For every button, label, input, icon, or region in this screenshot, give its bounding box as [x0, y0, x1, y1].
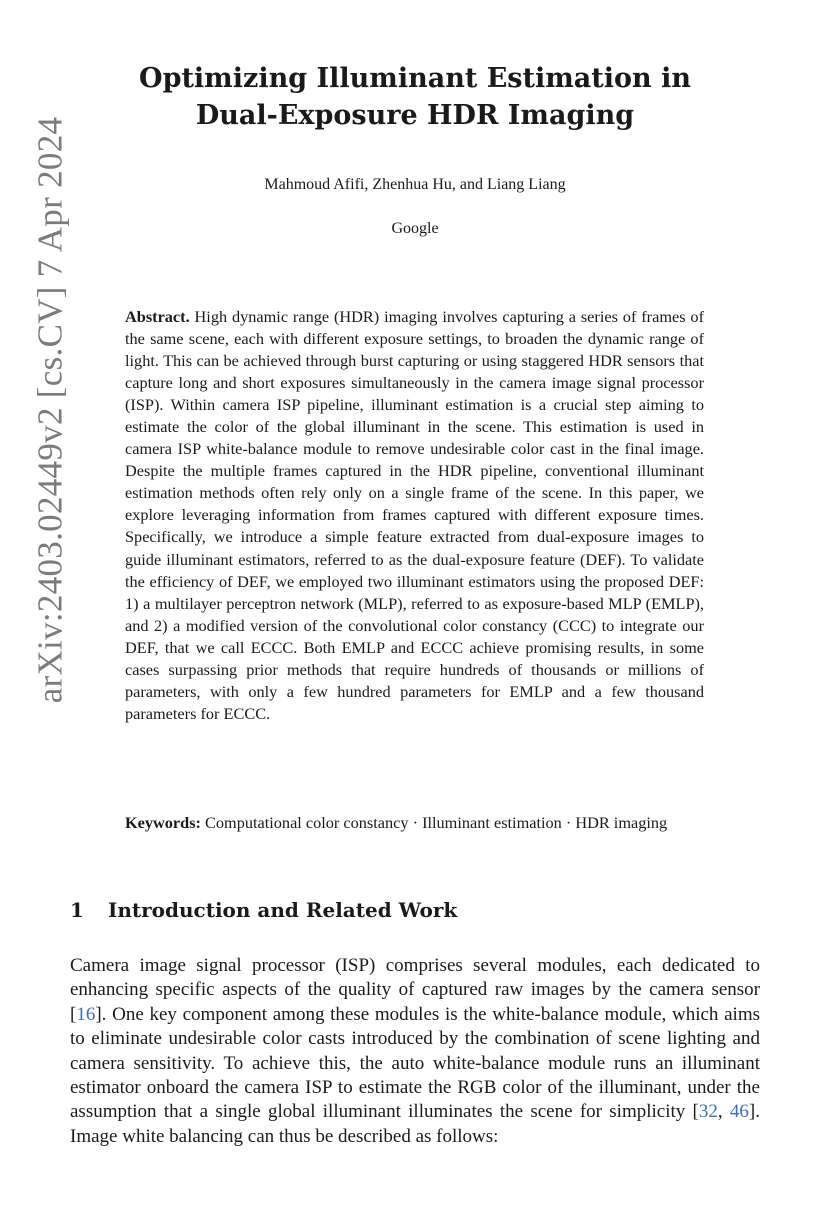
intro-text-1: Camera image signal processor (ISP) comprises several modules, each dedicated to enhancing specific aspects of the quality of captured raw images by the camera sensor [ [70, 955, 760, 1025]
abstract-label: Abstract. [125, 307, 190, 326]
section-heading [70, 898, 760, 922]
author-list: Mahmoud Afifi, Zhenhua Hu, and Liang Liang [264, 176, 566, 193]
affiliation: Google [391, 220, 439, 237]
citation-separator: , [717, 1101, 730, 1123]
arxiv-side-stamp [28, 60, 72, 760]
paper-title [120, 60, 710, 134]
section-title: Introduction and Related Work [108, 898, 458, 922]
citation-link[interactable]: 32 [698, 1101, 718, 1123]
title-line-2: Dual-Exposure HDR Imaging [195, 100, 635, 131]
citation-link[interactable]: 46 [729, 1101, 749, 1123]
keywords-list: Computational color constancy · Illuminant estimation · HDR imaging [205, 813, 668, 832]
section-number: 1 [70, 898, 84, 922]
arxiv-identifier: arXiv:2403.02449v2 [cs.CV] 7 Apr 2024 [30, 116, 70, 704]
intro-text-3: ]. Image white balancing can thus be described as follows: [70, 1101, 760, 1147]
intro-text-2: ]. One key component among these modules is the white-balance module, which aims to eliminate undesirable color casts introduced by the combination of scene lighting and camera sensitivity. To achieve this, the auto white-balance module runs an illuminant estimator onboard the camera ISP to estimate the RGB color of the illuminant, under the assumption that a single global illuminant illuminates the scene for simplicity [ [70, 1003, 760, 1123]
intro-paragraph [70, 954, 760, 1149]
keywords [125, 812, 704, 833]
abstract [125, 306, 704, 725]
keywords-label: Keywords: [125, 813, 201, 832]
abstract-body: High dynamic range (HDR) imaging involves capturing a series of frames of the same scene, each with different exposure settings, to broaden the dynamic range of light. This can be achieved through burst capturing or using staggered HDR sensors that capture long and short exposures simultaneously in the camera image signal processor (ISP). Within camera ISP pipeline, illuminant estimation is a crucial step aiming to estimate the color of the global illuminant in the scene. This estimation is used in camera ISP white-balance module to remove undesirable color cast in the final image. Despite the multiple frames captured in the HDR pipeline, conventional illuminant estimation methods often rely only on a single frame of the scene. In this paper, we explore leveraging information from frames captured with different exposure times. Specifically, we introduce a simple feature extracted from dual-exposure images to guide illuminant estimators, referred to as the dual-exposure feature (DEF). To validate the efficiency of DEF, we employed two illuminant estimators using the proposed DEF: 1) a multilayer perceptron network (MLP), referred to as exposure-based MLP (EMLP), and 2) a modified version of the convolutional color constancy (CCC) to integrate our DEF, that we call ECCC. Both EMLP and ECCC achieve promising results, in some cases surpassing prior methods that require hundreds of thousands or millions of parameters, with only a few hundred parameters for EMLP and a few thousand parameters for ECCC. [125, 307, 704, 723]
citation-link[interactable]: 16 [76, 1003, 96, 1025]
title-line-1: Optimizing Illuminant Estimation in [139, 63, 691, 94]
